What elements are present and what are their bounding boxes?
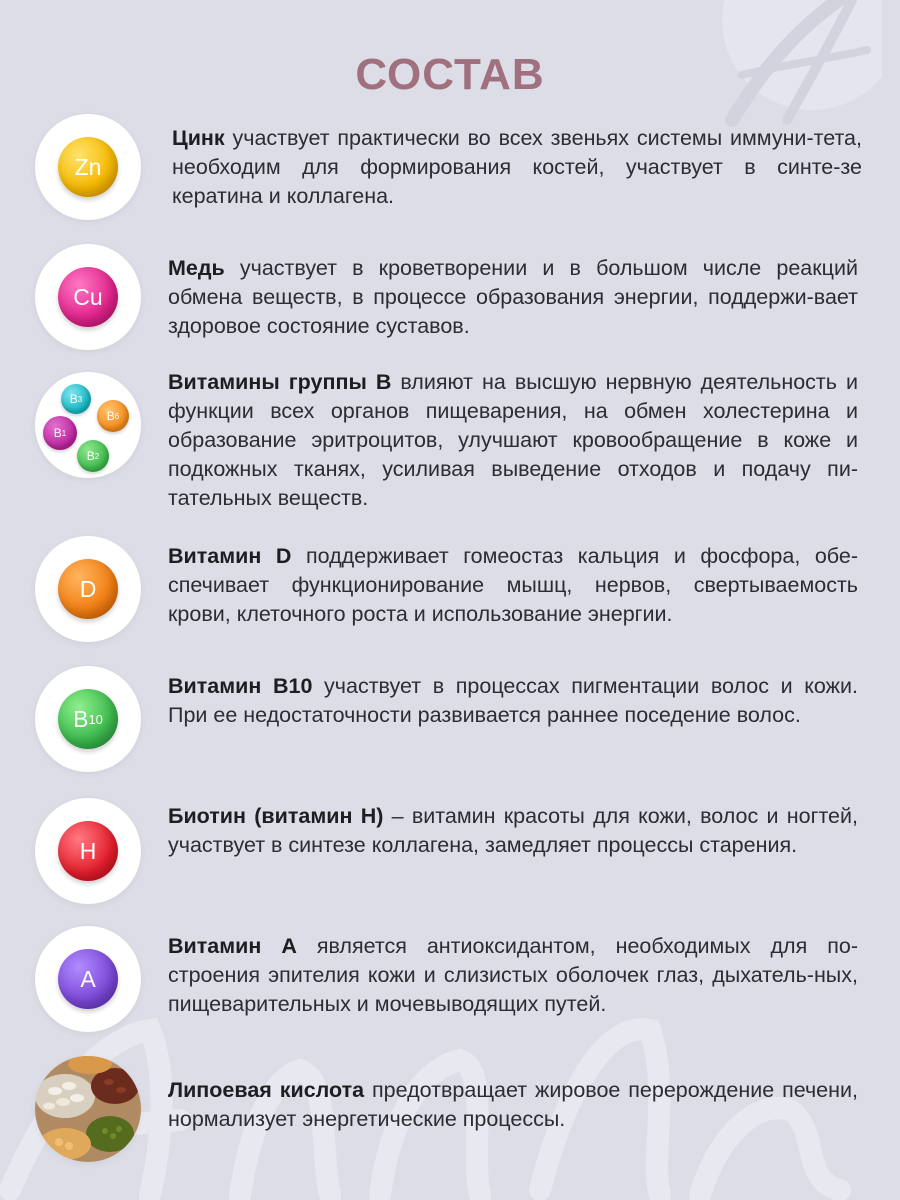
vitamin-b10-badge — [35, 666, 141, 772]
vitamin-a-name: Витамин A — [168, 934, 297, 958]
vitamin-a-icon: A — [58, 949, 118, 1009]
vitamins-b-description: Витамины группы B влияют на высшую нервную деятельность и функции всех органов пищеварения, на обмен холестерина и образование эритроцитов, улучшают кровообращение в коже и подкожных тканях, усиливая выведение отходов и подачу пи-тательных веществ. — [168, 370, 858, 510]
copper-description: Медь участвует в кроветворении и в большом числе реакций обмена веществ, в процессе образования энергии, поддержи-вает здоровое состояние суставов. — [168, 256, 858, 338]
b3-icon: B 3 — [61, 384, 91, 414]
biotin-badge — [35, 798, 141, 904]
copper-icon: Cu — [58, 267, 118, 327]
vitamins-b-badge — [35, 372, 141, 478]
zinc-icon: Zn — [58, 137, 118, 197]
vitamin-d-icon: D — [58, 559, 118, 619]
lipoic-acid-name: Липоевая кислота — [168, 1078, 365, 1102]
vitamin-a-description: Витамин A является антиоксидантом, необходимых для по-строения эпителия кожи и слизистых оболочек глаз, дыхатель-ных, пищеварительных и мочевыводящих путей. — [168, 934, 858, 1016]
vitamins-b-name: Витамины группы B — [168, 370, 392, 394]
copper-name: Медь — [168, 256, 225, 280]
vitamin-b10-icon: B 10 — [58, 689, 118, 749]
b6-icon: B 6 — [97, 400, 129, 432]
zinc-description: Цинк участвует практически во всех звеньях системы иммуни-тета, необходим для формирования костей, участвует в синте-зе кератина и коллагена. — [172, 126, 862, 208]
biotin-icon: H — [58, 821, 118, 881]
vitamin-b10-description: Витамин B10 участвует в процессах пигментации волос и кожи. При ее недостаточности развивается раннее поседение волос. — [168, 674, 858, 727]
vitamin-a-badge — [35, 926, 141, 1032]
vitamin-b10-name: Витамин B10 — [168, 674, 313, 698]
beans-photo-icon — [35, 1056, 141, 1162]
zinc-name: Цинк — [172, 126, 225, 150]
zinc-badge — [35, 114, 141, 220]
vitamin-d-name: Витамин D — [168, 544, 292, 568]
copper-badge — [35, 244, 141, 350]
vitamin-d-description: Витамин D поддерживает гомеостаз кальция и фосфора, обе-спечивает функционирование мышц, нервов, свертываемость крови, клеточного роста и использование энергии. — [168, 544, 858, 626]
lipoic-acid-badge — [35, 1056, 141, 1162]
lipoic-acid-description: Липоевая кислота предотвращает жировое перерождение печени, нормализует энергетические процессы. — [168, 1078, 858, 1131]
biotin-description: Биотин (витамин H) – витамин красоты для кожи, волос и ногтей, участвует в синтезе коллагена, замедляет процессы старения. — [168, 804, 858, 857]
b2-icon: B 2 — [77, 440, 109, 472]
b1-icon: B 1 — [43, 416, 77, 450]
page-title: СОСТАВ — [355, 50, 545, 99]
biotin-name: Биотин (витамин H) — [168, 804, 384, 828]
vitamin-d-badge — [35, 536, 141, 642]
